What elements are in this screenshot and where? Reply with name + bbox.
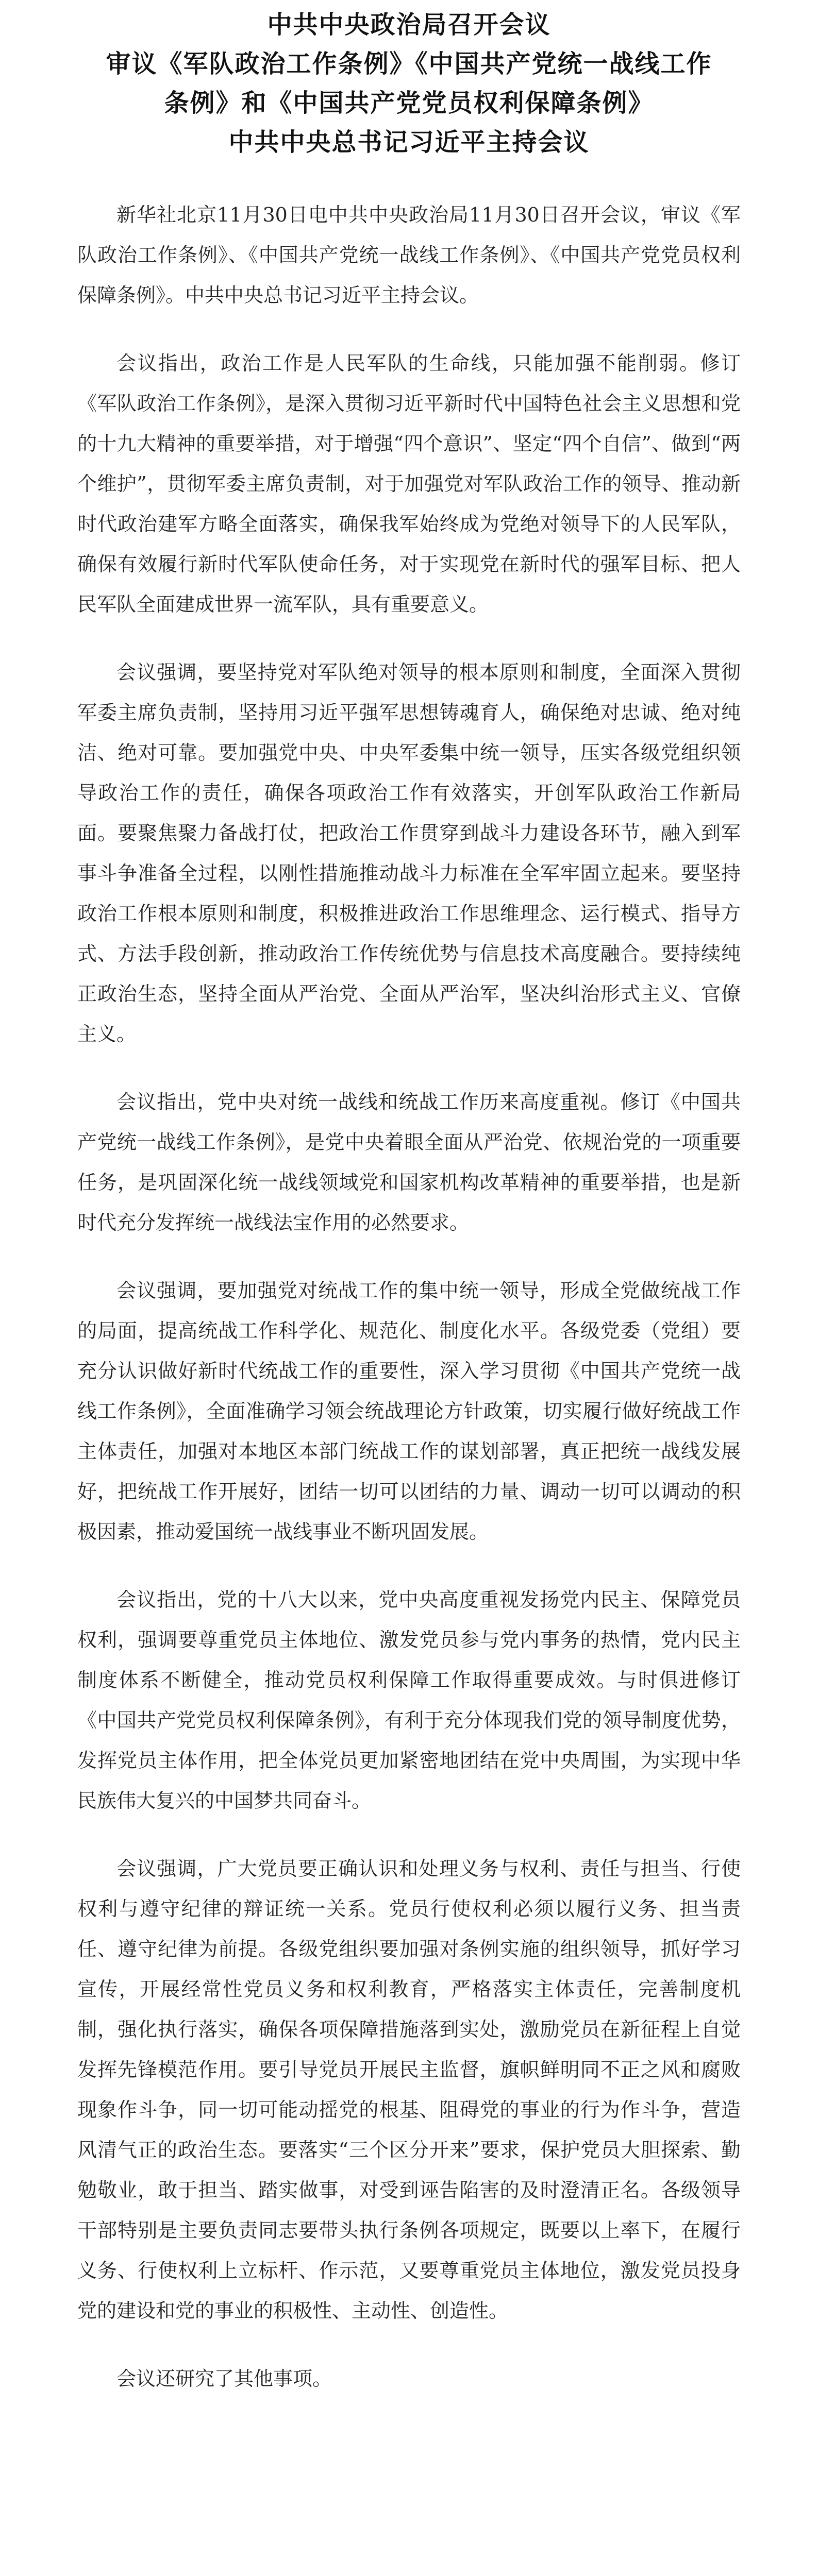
paragraph-dateline: 新华社北京11月30日电中共中央政治局11月30日召开会议，审议《军队政治工作条例》、《中国共产党统一战线工作条例》、《中国共产党党员权利保障条例》。中共中央总书记习近平主持会议。 xyxy=(77,204,741,307)
paragraph-military-work-significance: 会议指出，政治工作是人民军队的生命线，只能加强不能削弱。修订《军队政治工作条例》，是深入贯彻习近平新时代中国特色社会主义思想和党的十九大精神的重要举措，对于增强“四个意识”、坚定“四个自信”、做到“两个维护”，贯彻军委主席负责制，对于加强党对军队政治工作的领导、推动新时代政治建军方略全面落实，确保我军始终成为党绝对领导下的人民军队，确保有效履行新时代军队使命任务，对于实现党在新时代的强军目标、把人民军队全面建成世界一流军队，具有重要意义。 xyxy=(77,352,741,616)
headline-line-1: 中共中央政治局召开会议 xyxy=(267,10,551,39)
headline-block xyxy=(77,5,741,162)
paragraph-military-work-requirements: 会议强调，要坚持党对军队绝对领导的根本原则和制度，全面深入贯彻军委主席负责制，坚持用习近平强军思想铸魂育人，确保绝对忠诚、绝对纯洁、绝对可靠。要加强党中央、中央军委集中统一领导，压实各级党组织领导政治工作的责任，确保各项政治工作有效落实，开创军队政治工作新局面。要聚焦聚力备战打仗，把政治工作贯穿到战斗力建设各环节，融入到军事斗争准备全过程，以刚性措施推动战斗力标准在全军牢固立起来。要坚持政治工作根本原则和制度，积极推进政治工作思维理念、运行模式、指导方式、方法手段创新，推动政治工作传统优势与信息技术高度融合。要持续纯正政治生态，坚持全面从严治党、全面从严治军，坚决纠治形式主义、官僚主义。 xyxy=(77,661,741,1045)
paragraph-united-front-significance: 会议指出，党中央对统一战线和统战工作历来高度重视。修订《中国共产党统一战线工作条例》，是党中央着眼全面从严治党、依规治党的一项重要任务，是巩固深化统一战线领域党和国家机构改革精神的重要举措，也是新时代充分发挥统一战线法宝作用的必然要求。 xyxy=(77,1091,741,1234)
paragraph-member-rights-requirements: 会议强调，广大党员要正确认识和处理义务与权利、责任与担当、行使权利与遵守纪律的辩证统一关系。党员行使权利必须以履行义务、担当责任、遵守纪律为前提。各级党组织要加强对条例实施的组织领导，抓好学习宣传，开展经常性党员义务和权利教育，严格落实主体责任，完善制度机制，强化执行落实，确保各项保障措施落到实处，激励党员在新征程上自觉发挥先锋模范作用。要引导党员开展民主监督，旗帜鲜明同不正之风和腐败现象作斗争，同一切可能动摇党的根基、阻碍党的事业的行为作斗争，营造风清气正的政治生态。要落实“三个区分开来”要求，保护党员大胆探索、勤勉敬业，敢于担当、踏实做事，对受到诬告陷害的及时澄清正名。各级领导干部特别是主要负责同志要带头执行条例各项规定，既要以上率下，在履行义务、行使权利上立标杆、作示范，又要尊重党员主体地位，激发党员投身党的建设和党的事业的积极性、主动性、创造性。 xyxy=(77,1857,741,2322)
headline-line-4: 中共中央总书记习近平主持会议 xyxy=(228,128,590,157)
headline-line-2: 审议《军队政治工作条例》《中国共产党统一战线工作 xyxy=(106,49,712,78)
paragraph-member-rights-significance: 会议指出，党的十八大以来，党中央高度重视发扬党内民主、保障党员权利，强调要尊重党员主体地位、激发党员参与党内事务的热情，党内民主制度体系不断健全，推动党员权利保障工作取得重要成效。与时俱进修订《中国共产党党员权利保障条例》，有利于充分体现我们党的领导制度优势，发挥党员主体作用，把全体党员更加紧密地团结在党中央周围，为实现中华民族伟大复兴的中国梦共同奋斗。 xyxy=(77,1588,741,1812)
paragraph-closing: 会议还研究了其他事项。 xyxy=(116,2367,332,2390)
paragraph-united-front-requirements: 会议强调，要加强党对统战工作的集中统一领导，形成全党做统战工作的局面，提高统战工作科学化、规范化、制度化水平。各级党委（党组）要充分认识做好新时代统战工作的重要性，深入学习贯彻《中国共产党统一战线工作条例》，全面准确学习领会统战理论方针政策，切实履行做好统战工作主体责任，加强对本地区本部门统战工作的谋划部署，真正把统一战线发展好，把统战工作开展好，团结一切可以团结的力量、调动一切可以调动的积极因素，推动爱国统一战线事业不断巩固发展。 xyxy=(77,1279,741,1543)
headline-line-3: 条例》和《中国共产党党员权利保障条例》 xyxy=(164,89,654,117)
article-body xyxy=(77,195,741,2399)
